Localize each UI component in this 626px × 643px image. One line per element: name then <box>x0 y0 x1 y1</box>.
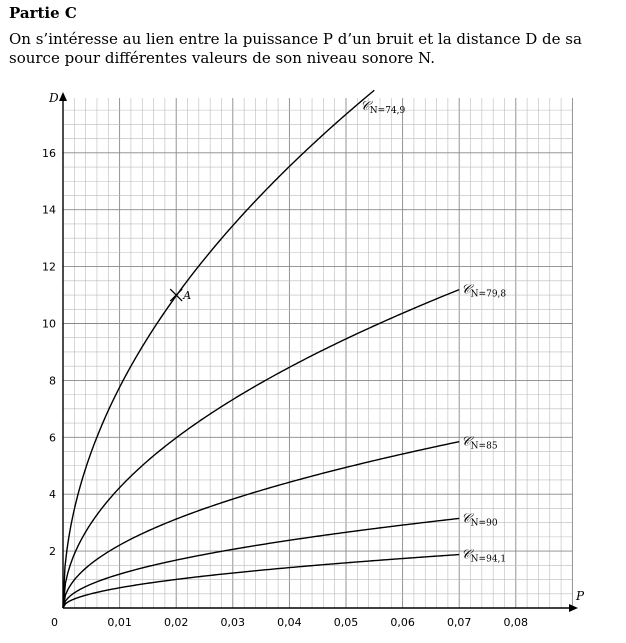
x-tick-label: 0,06 <box>390 616 415 629</box>
x-tick-label: 0,08 <box>503 616 529 629</box>
chart-curves <box>63 90 459 608</box>
x-tick-label: 0 <box>51 616 58 629</box>
y-axis-label: D <box>49 91 59 105</box>
x-axis-label: P <box>576 589 585 603</box>
x-tick-label: 0,05 <box>333 616 359 629</box>
y-tick-label: 14 <box>42 203 56 217</box>
curve-series <box>63 555 459 608</box>
chart-curve-labels <box>360 99 506 564</box>
x-tick-label: 0,02 <box>163 616 189 629</box>
x-tick-label: 0,04 <box>277 616 302 629</box>
x-tick-label: 0,01 <box>107 616 132 629</box>
curve-label: 𝒞N=79,8 <box>461 282 507 300</box>
y-tick-label: 6 <box>49 431 56 445</box>
y-axis-arrow <box>59 92 67 101</box>
y-tick-label: 16 <box>42 146 56 160</box>
y-tick-label: 12 <box>42 260 56 274</box>
y-tick-label: 2 <box>49 545 56 559</box>
curve-label: 𝒞N=85 <box>461 434 498 452</box>
curve-label: 𝒞N=90 <box>461 511 498 529</box>
chart-ticks <box>42 147 528 629</box>
x-tick-label: 0,07 <box>446 616 472 629</box>
point-label: A <box>183 289 192 303</box>
x-axis-arrow <box>569 604 578 612</box>
curve-label: 𝒞N=94,1 <box>461 547 507 565</box>
y-tick-label: 10 <box>42 317 56 331</box>
curve-series <box>63 290 459 608</box>
y-tick-label: 8 <box>49 374 56 388</box>
x-tick-label: 0,03 <box>220 616 246 629</box>
section-title: Partie C <box>9 4 77 22</box>
curve-label: 𝒞N=74,9 <box>360 99 406 117</box>
curve-series <box>63 90 374 608</box>
intro-paragraph: On s’intéresse au lien entre la puissance P d’un bruit et la distance D de sa source pour différentes valeurs de son niveau sonore N. <box>9 30 582 67</box>
y-tick-label: 4 <box>49 488 56 502</box>
curve-series <box>63 518 459 608</box>
